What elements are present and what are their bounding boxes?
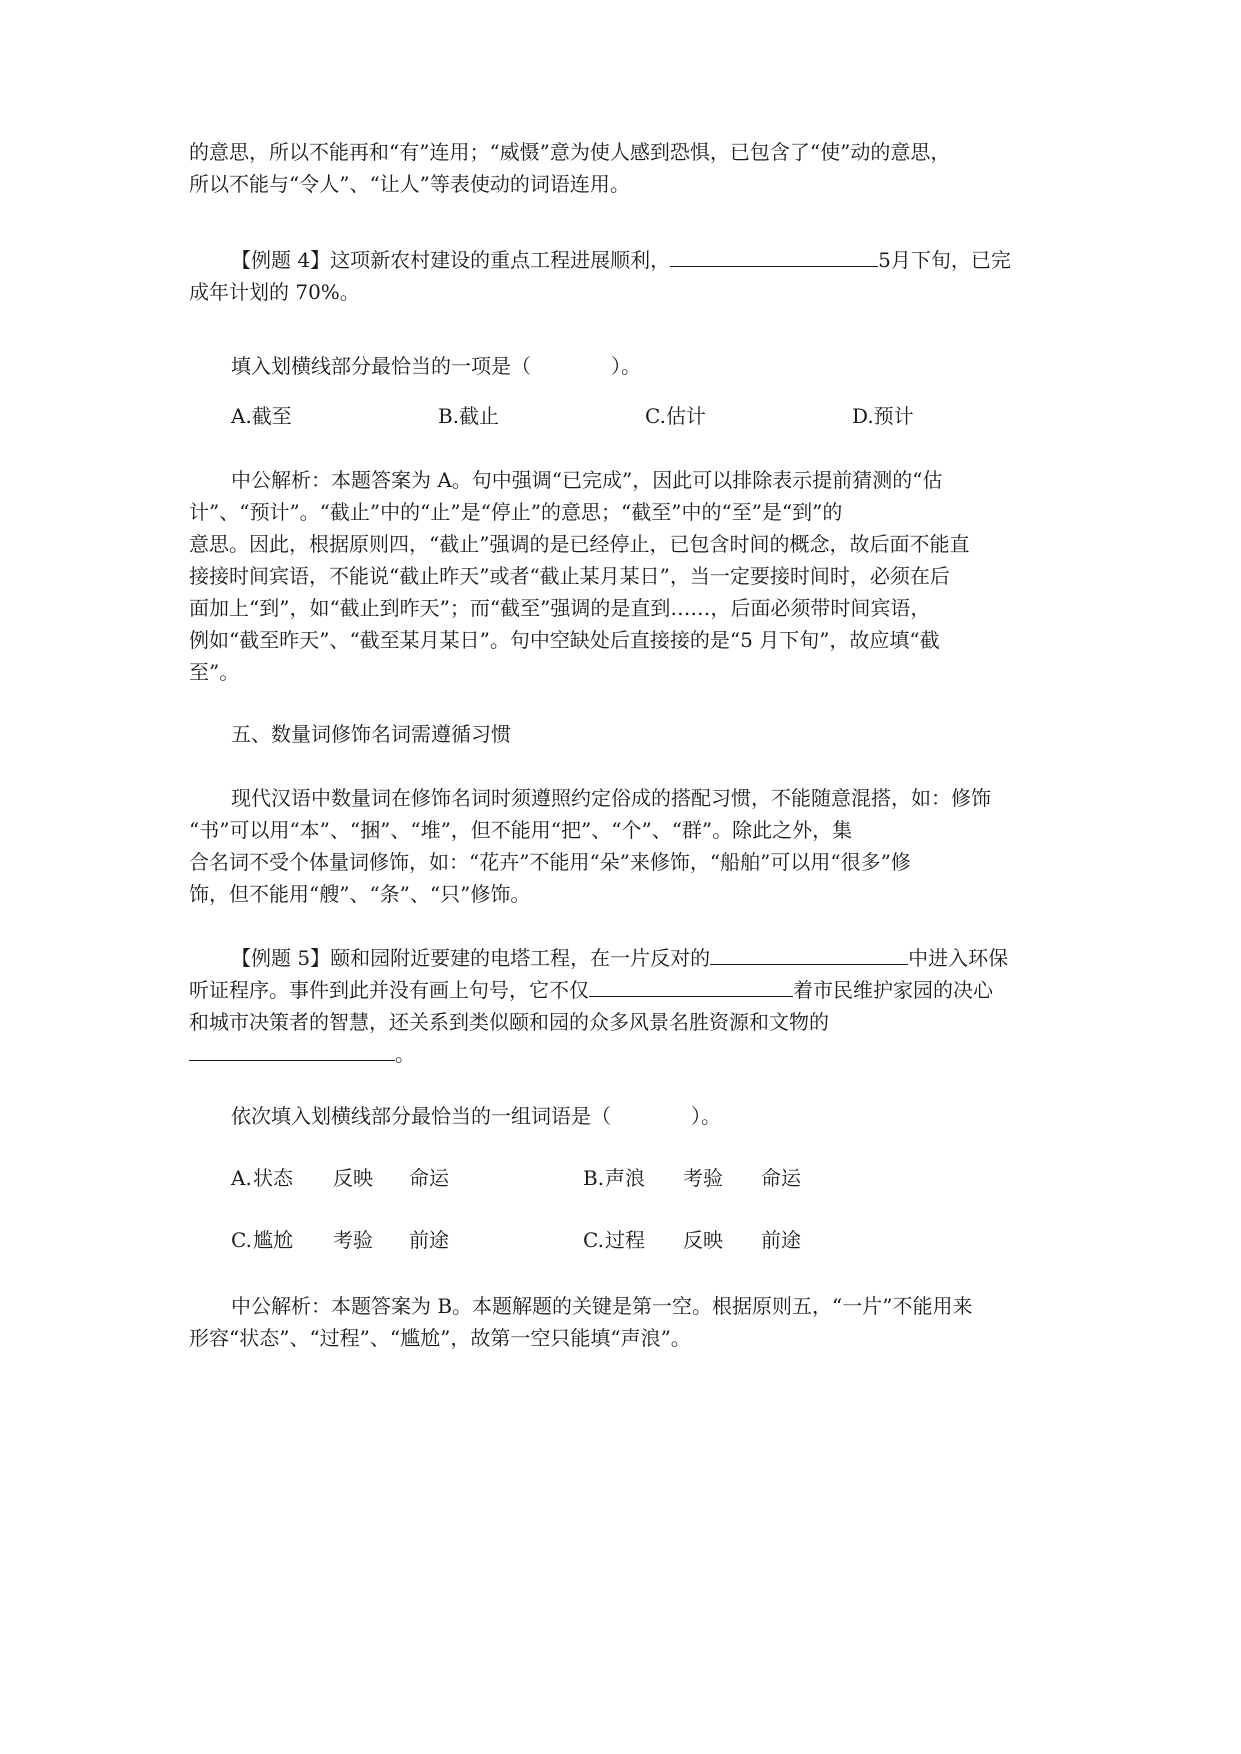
example5-question-part1: 【例题 5】颐和园附近要建的电塔工程，在一片反对的 [231,946,711,970]
example4-analysis-line-7: 至”。 [189,660,240,684]
example5-question-part3: 听证程序。事件到此并没有画上句号，它不仅 [189,978,589,1002]
example5-option-c1-word-1: 尴尬 [253,1228,293,1252]
example4-question-line-2: 成年计划的 70%。 [189,280,360,304]
example4-analysis-line-6: 例如“截至昨天”、“截至某月某日”。句中空缺处后直接接的是“5 月下旬”，故应填“截 [189,628,940,652]
section5-body-line-4: 饰，但不能用“艘”、“条”、“只”修饰。 [189,882,531,906]
section5-body-line-1: 现代汉语中数量词在修饰名词时须遵照约定俗成的搭配习惯，不能随意混搭，如：修饰 [231,786,991,810]
example5-option-c2-word-1: 过程 [605,1228,645,1252]
example5-question-line-2 [189,974,993,1006]
example5-question-end: 。 [395,1042,415,1066]
example4-question-part2: 5月下旬，已完 [878,248,1011,272]
example4-option-b: B.截止 [438,404,500,428]
intro-line-1: 的意思，所以不能再和“有”连用；“威慑”意为使人感到恐惧，已包含了“使”动的意思， [189,140,951,164]
example4-prompt: 填入划横线部分最恰当的一项是（ ）。 [231,354,641,378]
example5-option-c2-word-3: 前途 [761,1228,801,1252]
example5-prompt: 依次填入划横线部分最恰当的一组词语是（ ）。 [231,1104,721,1128]
example5-option-b-word-2: 考验 [683,1166,723,1190]
example5-option-a-word-2: 反映 [333,1166,373,1190]
example4-analysis-line-1: 中公解析：本题答案为 A。句中强调“已完成”，因此可以排除表示提前猜测的“估 [231,468,943,492]
example5-option-a-letter: A. [231,1166,252,1190]
section5-body-line-3: 合名词不受个体量词修饰，如：“花卉”不能用“朵”来修饰，“船舶”可以用“很多”修 [189,850,911,874]
example4-blank [670,244,878,267]
example5-question-line-4 [189,1038,415,1070]
example4-option-d: D.预计 [852,404,914,428]
example4-option-c: C.估计 [645,404,706,428]
example5-option-b-letter: B. [583,1166,605,1190]
example5-option-b-word-3: 命运 [761,1166,801,1190]
example5-option-c1-letter: C. [231,1228,252,1252]
example5-option-c2-word-2: 反映 [683,1228,723,1252]
section5-body-line-2: “书”可以用“本”、“捆”、“堆”，但不能用“把”、“个”、“群”。除此之外，集 [189,818,853,842]
example5-analysis-line-1: 中公解析：本题答案为 B。本题解题的关键是第一空。根据原则五，“一片”不能用来 [231,1294,973,1318]
example5-question-part4: 着市民维护家园的决心 [793,978,993,1002]
example5-option-a-word-3: 命运 [409,1166,449,1190]
example4-question-part1: 【例题 4】这项新农村建设的重点工程进展顺利， [231,248,671,272]
example5-blank-3 [189,1038,395,1061]
example4-question-line-1 [231,244,1011,276]
example4-analysis-line-2: 计”、“预计”。“截止”中的“止”是“停止”的意思；“截至”中的“至”是“到”的 [189,500,843,524]
example5-option-a-word-1: 状态 [253,1166,293,1190]
example5-analysis-line-2: 形容“状态”、“过程”、“尴尬”，故第一空只能填“声浪”。 [189,1326,691,1350]
example4-analysis-line-4: 接接时间宾语，不能说“截止昨天”或者“截止某月某日”，当一定要接时间时，必须在后 [189,564,950,588]
example4-analysis-line-5: 面加上“到”，如“截止到昨天”；而“截至”强调的是直到……，后面必须带时间宾语， [189,596,931,620]
example4-option-a: A.截至 [231,404,292,428]
example4-analysis-line-3: 意思。因此，根据原则四，“截止”强调的是已经停止，已包含时间的概念，故后面不能直 [189,532,970,556]
section5-heading: 五、数量词修饰名词需遵循习惯 [231,722,511,746]
example5-option-c1-word-3: 前途 [409,1228,449,1252]
example5-question-line-3: 和城市决策者的智慧，还关系到类似颐和园的众多风景名胜资源和文物的 [189,1010,829,1034]
example5-blank-1 [710,942,908,965]
example5-option-b-word-1: 声浪 [605,1166,645,1190]
example5-question-line-1 [231,942,1008,974]
intro-line-2: 所以不能与“令人”、“让人”等表使动的词语连用。 [189,172,630,196]
example5-option-c2-letter: C. [583,1228,604,1252]
example5-question-part2: 中进入环保 [908,946,1009,970]
example5-blank-2 [589,974,793,997]
example5-option-c1-word-2: 考验 [333,1228,373,1252]
